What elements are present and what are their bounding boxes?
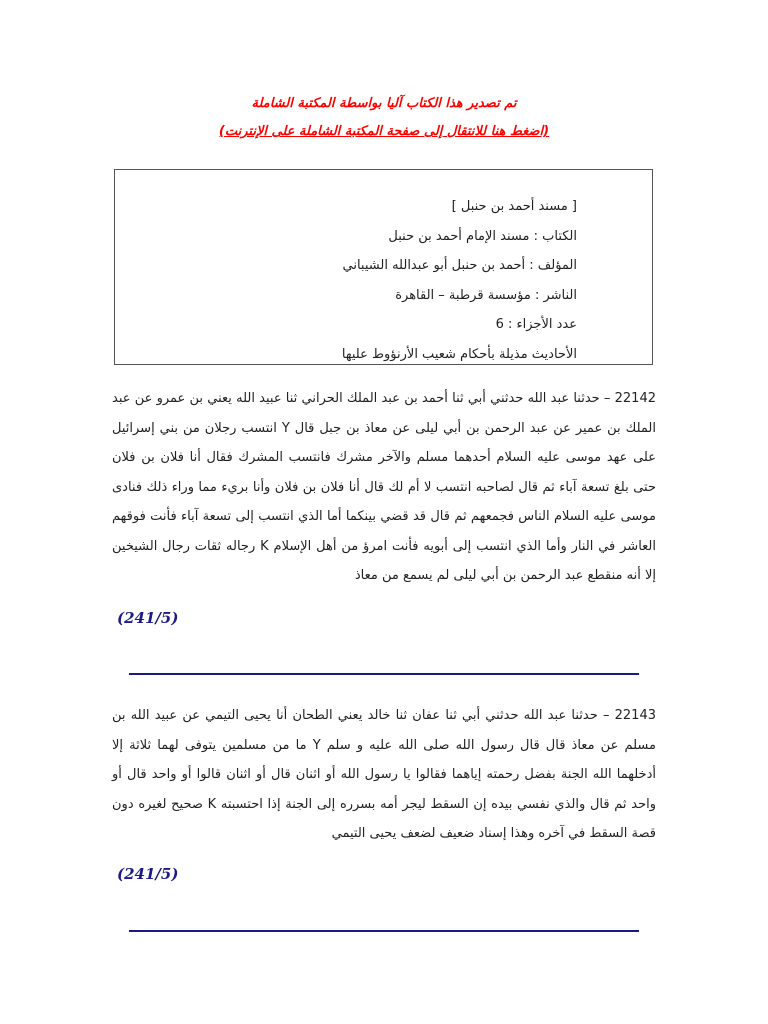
export-notice: تم تصدير هذا الكتاب آليا بواسطة المكتبة الشاملة [251, 96, 517, 111]
book-heading: [ مسند أحمد بن حنبل ] [451, 199, 577, 214]
hadith-text: 22142 – حدثنا عبد الله حدثني أبي ثنا أحمد بن عبد الملك الحراني ثنا عبيد الله يعني بن عمرو عن عبد الملك بن عمير عن عبد الرحمن بن أبي ليلى عن معاذ بن جبل قال Y انتسب رجلان من بني إسرائيل على عهد موسى عليه السلام أحدهما مسلم والآخر مشرك فانتسب المشرك فقال أنا فلان بن فلان حتى بلغ تسعة آباء ثم قال لصاحبه انتسب لا أم لك قال أنا فلان بن فلان وأنا بريء مما وراء ذلك فنادى موسى عليه السلام الناس فجمعهم ثم قال قد قضي بينكما أما الذي انتسب إلى تسعة آباء فأنت فوقهم العاشر في النار وأما الذي انتسب إلى أبويه فأنت امرؤ من أهل الإسلام K رجاله ثقات رجال الشيخين إلا أنه منقطع عبد الرحمن بن أبي ليلى لم يسمع من معاذ [112, 391, 656, 583]
section-divider [129, 673, 639, 675]
book-info-box [114, 169, 653, 365]
book-title: الكتاب : مسند الإمام أحمد بن حنبل [388, 228, 577, 244]
page-reference: (241/5) [117, 609, 179, 627]
section-divider [129, 930, 639, 932]
page-reference: (241/5) [117, 865, 179, 883]
book-publisher: الناشر : مؤسسة قرطبة – القاهرة [395, 287, 577, 303]
book-grading-note: الأحاديث مذيلة بأحكام شعيب الأرنؤوط عليها [341, 346, 577, 362]
hadith-text: 22143 – حدثنا عبد الله حدثني أبي ثنا عفان ثنا خالد يعني الطحان أنا يحيى التيمي عن عبيد الله بن مسلم عن معاذ قال قال رسول الله صلى الله عليه و سلم Y ما من مسلمين يتوفى لهما ثلاثة إلا أدخلهما الله الجنة بفضل رحمته إياهما فقالوا يا رسول الله أو اثنان قال أو اثنان قالوا أو واحد قال أو واحد ثم قال والذي نفسي بيده إن السقط ليجر أمه بسرره إلى الجنة إذا احتسبته K صحيح لغيره دون قصة السقط في آخره وهذا إسناد ضعيف لضعف يحيى التيمي [112, 708, 656, 841]
book-volumes: عدد الأجزاء : 6 [495, 317, 577, 332]
shamela-website-link[interactable]: (اضغط هنا للانتقال إلى صفحة المكتبة الشاملة على الإنترنت) [218, 124, 550, 139]
book-author: المؤلف : أحمد بن حنبل أبو عبدالله الشيباني [342, 258, 577, 273]
